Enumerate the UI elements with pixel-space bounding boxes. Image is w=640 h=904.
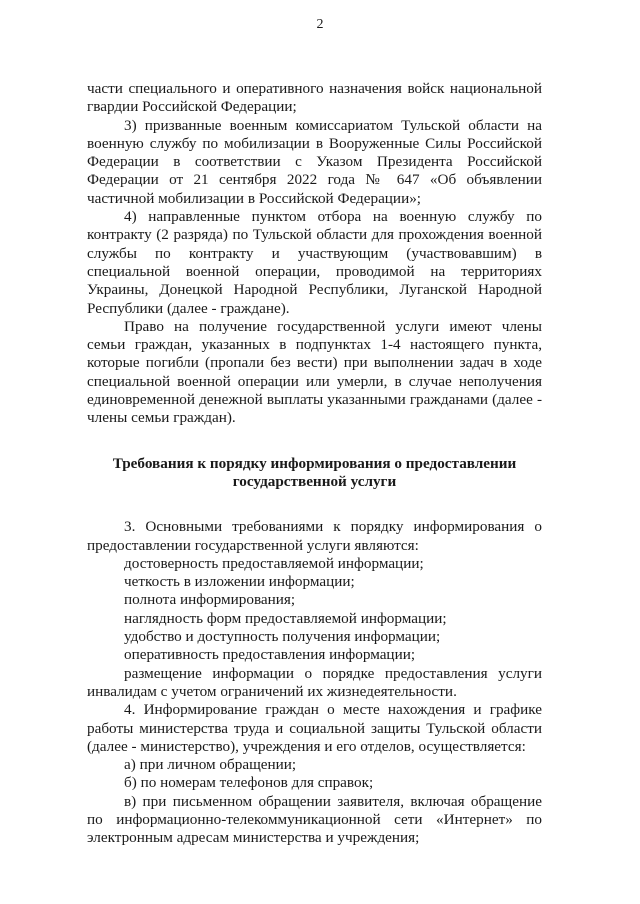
paragraph-item-4: 4) направленные пунктом отбора на военную службу по контракту (2 разряда) по Тульской области для прохождения военной службы по контракту и участвующим (участвовавшим) в специальной военной операции, проводимой на территориях Украины, Донецкой Народной Республики, Луганской Народной Республики (далее - граждане). (87, 208, 542, 317)
info-method-c: в) при письменном обращении заявителя, включая обращение по информационно-телекоммуникационной сети «Интернет» по электронным адресам министерства и учреждения; (87, 792, 542, 847)
page-number: 2 (316, 17, 324, 32)
requirement-item: достоверность предоставляемой информации; (124, 554, 424, 572)
requirement-item: наглядность форм предоставляемой информации; (124, 609, 447, 627)
paragraph-section-3-intro: 3. Основными требованиями к порядку информирования о предоставлении государственной услуги являются: (87, 518, 542, 554)
document-body (87, 80, 542, 848)
paragraph-section-4-intro: 4. Информирование граждан о месте нахождения и графике работы министерства труда и социальной защиты Тульской области (далее - министерство), учреждения и его отделов, осуществляется: (87, 701, 542, 755)
requirement-item: удобство и доступность получения информации; (124, 628, 441, 646)
info-method-b: б) по номерам телефонов для справок; (124, 774, 374, 792)
paragraph-continuation: части специального и оперативного назначения войск национальной гвардии Российской Федерации; (87, 80, 542, 116)
paragraph-family-members: Право на получение государственной услуги имеют члены семьи граждан, указанных в подпунктах 1-4 настоящего пункта, которые погибли (пропали без вести) при выполнении задач в ходе специальной военной операции или умерли, в случае неполучения единовременной денежной выплаты указанными гражданами (далее - члены семьи граждан). (87, 317, 542, 427)
paragraph-item-3: 3) призванные военным комиссариатом Тульской области на военную службу по мобилизации в Вооруженные Силы Российской Федерации в соответствии с Указом Президента Российской Федерации от 21 сентября 2022 года № 647 «Об объявлении частичной мобилизации в Российской Федерации»; (87, 116, 542, 207)
requirement-item: полнота информирования; (124, 591, 296, 609)
requirement-item-last: размещение информации о порядке предоставления услуги инвалидам с учетом ограничений их жизнедеятельности. (87, 664, 542, 700)
requirement-item: оперативность предоставления информации; (124, 646, 416, 664)
info-method-a: а) при личном обращении; (124, 756, 297, 774)
requirement-item: четкость в изложении информации; (124, 573, 355, 591)
section-heading: Требования к порядку информирования о предоставлении государственной услуги (112, 454, 517, 490)
